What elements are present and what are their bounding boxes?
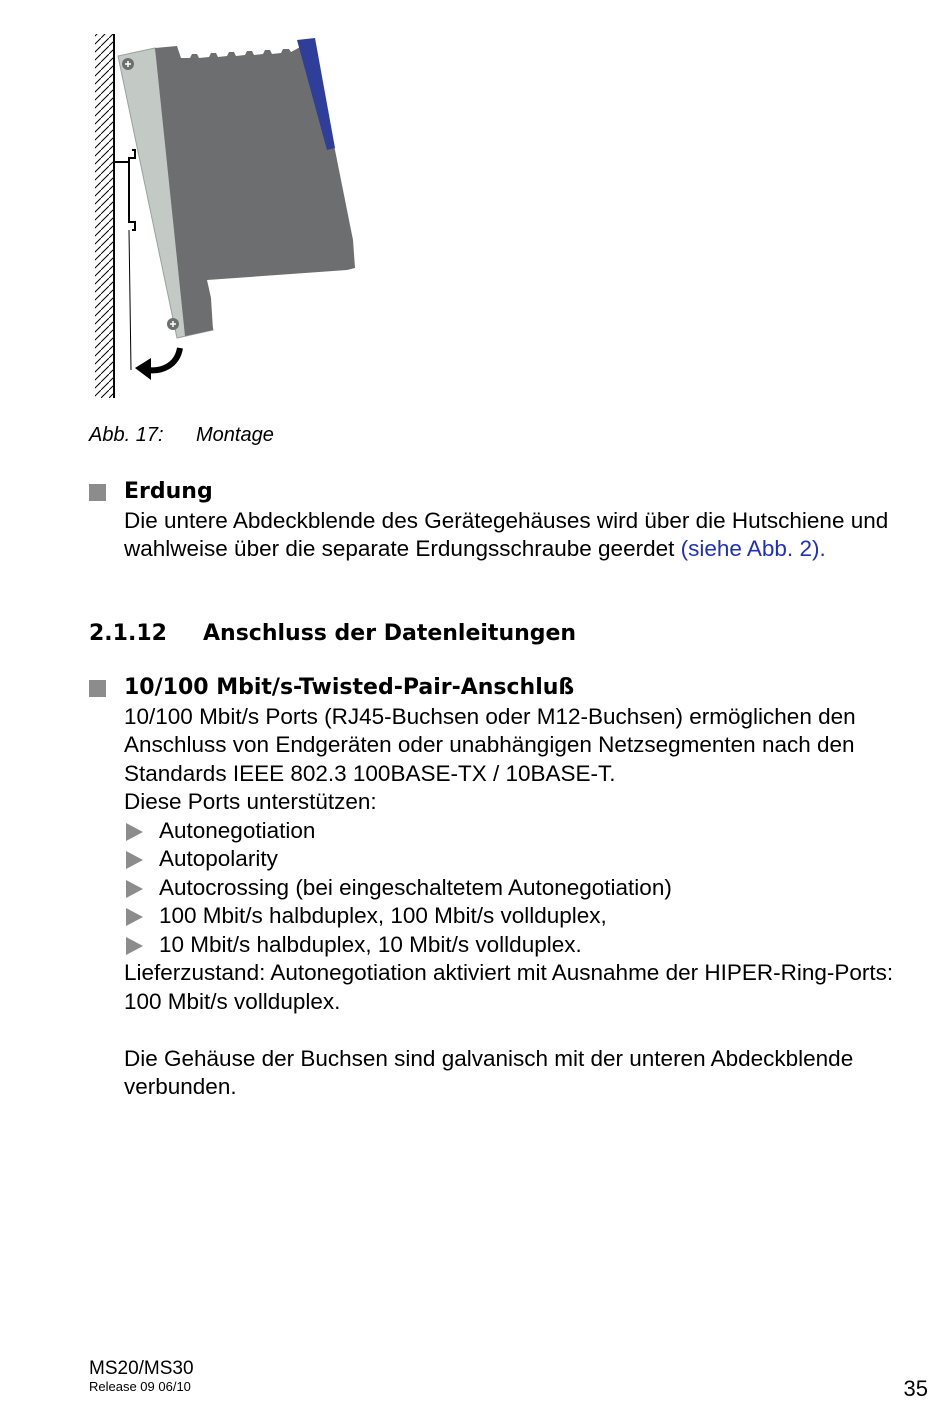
list-item: Autocrossing (bei eingeschaltetem Autonegotiation) bbox=[124, 874, 934, 903]
wall bbox=[95, 34, 114, 398]
figure-reference-link[interactable]: (siehe Abb. 2). bbox=[680, 536, 826, 561]
triangle-bullet-icon bbox=[126, 823, 143, 841]
section-square-icon bbox=[89, 680, 106, 697]
grounding-heading: Erdung bbox=[124, 479, 213, 504]
list-item: Autopolarity bbox=[124, 845, 934, 874]
housing-text: Die Gehäuse der Buchsen sind galvanisch mit der unteren Abdeckblende verbunden. bbox=[124, 1045, 854, 1099]
list-item: 10 Mbit/s halbduplex, 10 Mbit/s vollduplex. bbox=[124, 931, 934, 960]
rotation-arrow-icon bbox=[135, 348, 180, 380]
triangle-bullet-icon bbox=[126, 908, 143, 926]
twisted-pair-block bbox=[124, 674, 934, 1102]
footer-release: Release 09 06/10 bbox=[89, 1379, 191, 1394]
device-body bbox=[155, 40, 355, 336]
footer bbox=[89, 1359, 194, 1395]
caption-text: Montage bbox=[196, 424, 274, 446]
ports-lead: Diese Ports unterstützen: bbox=[124, 789, 377, 814]
screw-top-icon bbox=[122, 58, 134, 70]
din-rail bbox=[114, 150, 135, 230]
list-item: 100 Mbit/s halbduplex, 100 Mbit/s vollduplex, bbox=[124, 902, 934, 931]
grounding-block bbox=[124, 478, 934, 564]
section-heading bbox=[89, 621, 576, 646]
section-title: Anschluss der Datenleitungen bbox=[203, 621, 577, 646]
footer-product: MS20/MS30 bbox=[89, 1358, 194, 1379]
grounding-paragraph bbox=[124, 507, 934, 564]
triangle-bullet-icon bbox=[126, 937, 143, 955]
section-number: 2.1.12 bbox=[89, 621, 167, 646]
screw-bottom-icon bbox=[167, 318, 179, 330]
list-item: Autonegotiation bbox=[124, 817, 934, 846]
page-number: 35 bbox=[903, 1376, 928, 1401]
twisted-pair-intro: 10/100 Mbit/s Ports (RJ45-Buchsen oder M12-Buchsen) ermöglichen den Anschluss von Endgeräten oder unabhängigen Netzsegmenten nach den Standards IEEE 802.3 100BASE-TX / 10BASE-T. bbox=[124, 703, 856, 786]
twisted-pair-heading: 10/100 Mbit/s-Twisted-Pair-Anschluß bbox=[124, 675, 575, 700]
mounting-illustration bbox=[85, 30, 375, 402]
rail-line bbox=[129, 230, 131, 370]
grounding-text: Die untere Abdeckblende des Gerätegehäuses wird über die Hutschiene und wahlweise über die separate Erdungsschraube geerdet bbox=[124, 507, 889, 561]
caption-number: Abb. 17: bbox=[89, 424, 164, 446]
triangle-bullet-icon bbox=[126, 880, 143, 898]
section-square-icon bbox=[89, 484, 106, 501]
triangle-bullet-icon bbox=[126, 851, 143, 869]
default-state-text: Lieferzustand: Autonegotiation aktiviert mit Ausnahme der HIPER-Ring-Ports: 100 Mbit/s vollduplex. bbox=[124, 960, 894, 1014]
figure-caption bbox=[89, 424, 274, 447]
